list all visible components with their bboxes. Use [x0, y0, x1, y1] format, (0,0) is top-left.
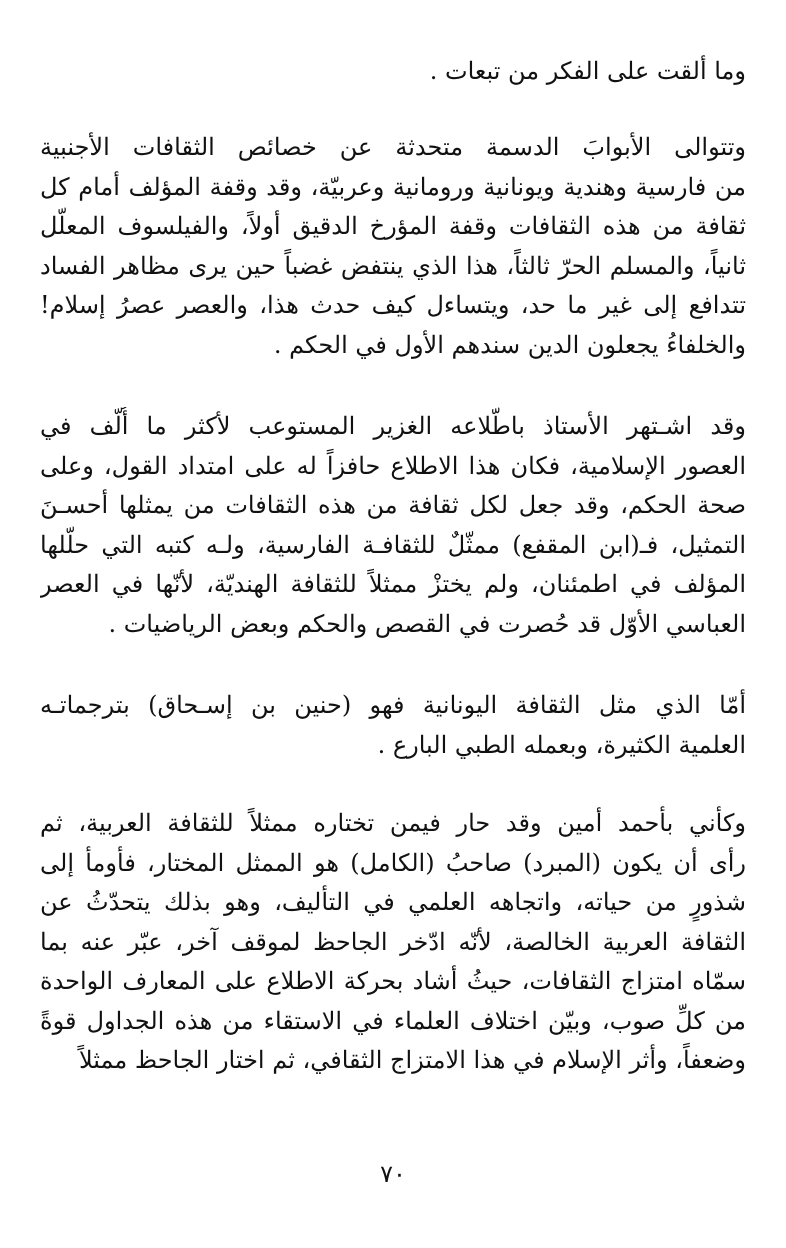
- text-line: والخلفاءُ يجعلون الدين سندهم الأول في الحكم .: [273, 330, 746, 359]
- text-line: صحة الحكم، وقد جعل لكل ثقافة من هذه الثقافات من يمثلها أحسـنَ: [40, 491, 746, 519]
- paragraph: [40, 52, 746, 92]
- text-line: وتتوالى الأبوابَ الدسمة متحدثة عن خصائص الثقافات الأجنبية: [40, 133, 746, 161]
- text-line: التمثيل، فـ(ابن المقفع) ممثّلٌ للثقافـة الفارسية، ولـه كتبه التي حلّلها: [40, 530, 746, 559]
- text-line: المؤلف في اطمئنان، ولم يختزْ ممثلاً للثقافة الهنديّة، لأنّها في العصر: [40, 570, 746, 598]
- text-line: من فارسية وهندية ويونانية ورومانية وعربيّة، وقد وقفة المؤلف أمام كل: [40, 172, 746, 201]
- text-line: العصور الإسلامية، فكان هذا الاطلاع حافزاً له على امتداد القول، وعلى: [40, 451, 746, 480]
- paragraph: [40, 686, 746, 765]
- text-line: وقد اشـتهر الأستاذ باطّلاعه الغزير المستوعب لأكثر ما أُلّف في: [40, 412, 746, 440]
- paragraph: [40, 804, 746, 1081]
- text-line: رأى أن يكون (المبرد) صاحبُ (الكامل) هو الممثل المختار، فأومأ إلى: [40, 848, 746, 877]
- text-line: وما ألقت على الفكر من تبعات .: [429, 57, 746, 85]
- text-line: أمّا الذي مثل الثقافة اليونانية فهو (حنين بن إسـحاق) بترجماتـه: [40, 691, 746, 719]
- text-line: وكأني بأحمد أمين وقد حار فيمن تختاره ممثلاً للثقافة العربية، ثم: [40, 809, 746, 837]
- paragraph: [40, 128, 746, 365]
- text-line: من كلِّ صوب، وبيّن اختلاف العلماء في الاستقاء من هذه الجداول قوةً: [40, 1006, 746, 1035]
- paragraph: [40, 407, 746, 644]
- text-line: تتدافع إلى غير ما حد، ويتساءل كيف حدث هذا، والعصر عصرُ إسلام!: [40, 291, 746, 319]
- text-line: شذورٍ من حياته، واتجاهه العلمي في التأليف، وهو بذلك يتحدّثُ عن: [40, 888, 746, 916]
- text-line: سمّاه امتزاج الثقافات، حيثُ أشاد بحركة الاطلاع على المعارف الواحدة: [40, 967, 746, 995]
- page-body-text: [40, 52, 746, 1132]
- text-line: العلمية الكثيرة، وبعمله الطبي البارع .: [377, 730, 746, 759]
- text-line: العباسي الأوّل قد حُصرت في القصص والحكم وبعض الرياضيات .: [108, 609, 746, 638]
- page-number: ٧٠: [380, 1160, 406, 1188]
- text-line: وضعفاً، وأثر الإسلام في هذا الامتزاج الثقافي، ثم اختار الجاحظ ممثلاً: [78, 1046, 746, 1074]
- text-line: ثقافة من هذه الثقافات وقفة المؤرخ الدقيق أولاً، والفيلسوف المعلّل: [40, 212, 746, 240]
- text-line: الثقافة العربية الخالصة، لأنّه ادّخر الجاحظ لموقف آخر، عبّر عنه بما: [40, 927, 746, 956]
- text-line: ثانياً، والمسلم الحرّ ثالثاً، هذا الذي ينتفض غضباً حين يرى مظاهر الفساد: [40, 251, 746, 280]
